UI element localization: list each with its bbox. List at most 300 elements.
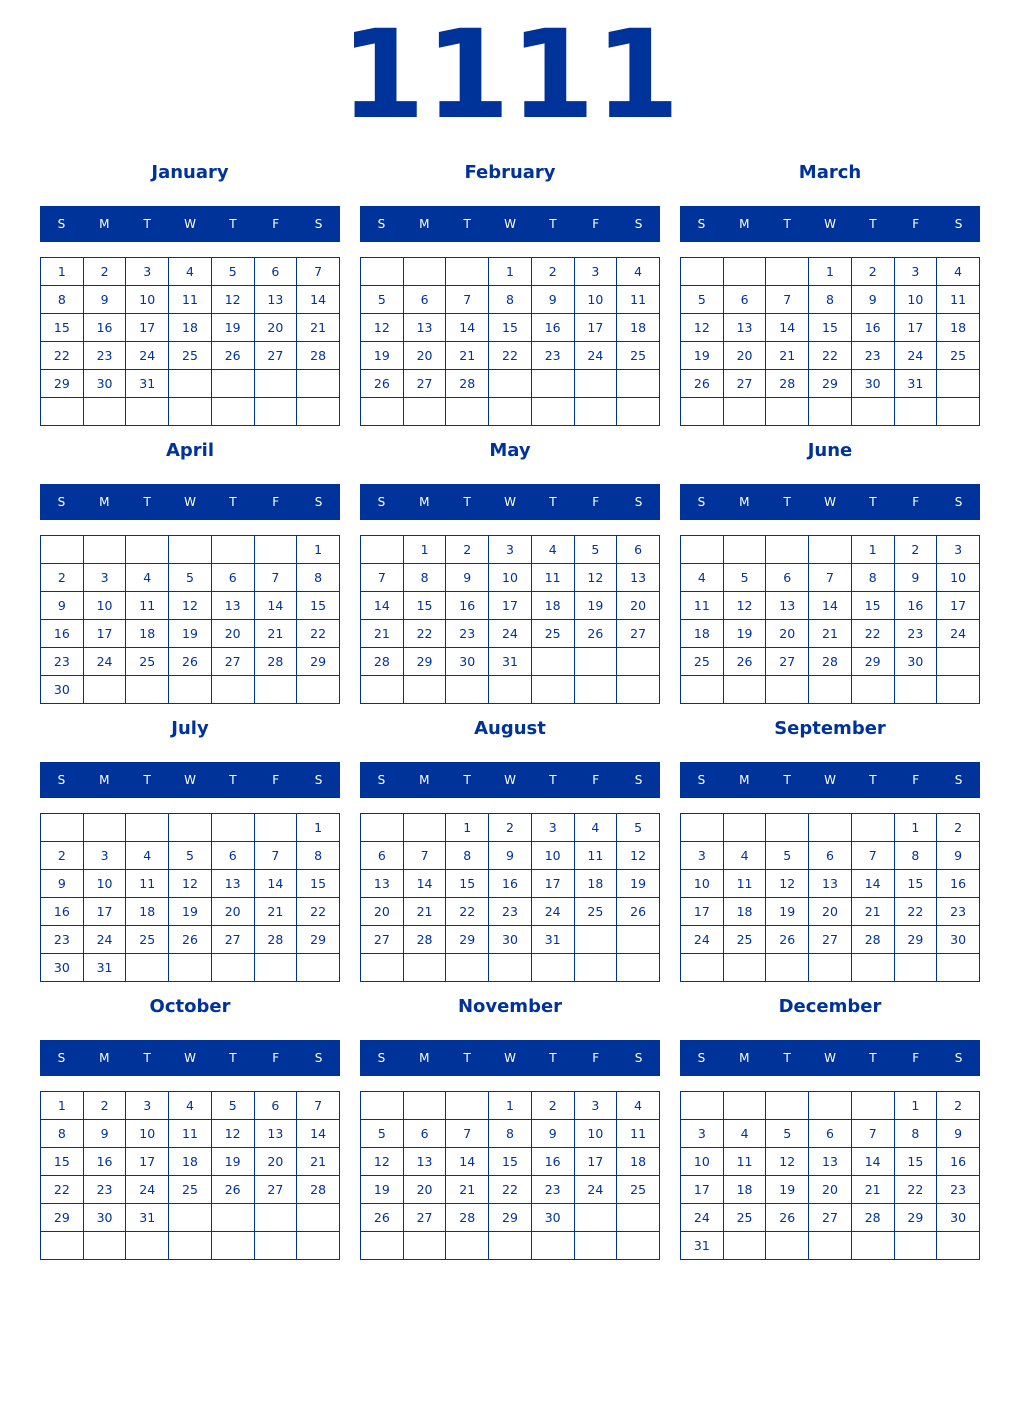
week-row <box>41 676 340 704</box>
weekday-header-row <box>360 206 660 242</box>
day-cell: 21 <box>446 342 489 370</box>
day-cell: 20 <box>361 898 404 926</box>
day-cell: 19 <box>766 898 809 926</box>
empty-day-cell <box>403 954 446 982</box>
day-cell: 17 <box>894 314 937 342</box>
empty-day-cell <box>937 648 980 676</box>
day-cell: 6 <box>254 1092 297 1120</box>
day-cell: 27 <box>254 1176 297 1204</box>
day-cell: 19 <box>723 620 766 648</box>
day-cell: 18 <box>617 1148 660 1176</box>
weekday-header: F <box>592 1051 600 1065</box>
week-row <box>681 258 980 286</box>
weekday-header: S <box>377 217 386 231</box>
day-cell: 31 <box>894 370 937 398</box>
day-cell: 19 <box>169 620 212 648</box>
empty-day-cell <box>254 398 297 426</box>
day-cell: 21 <box>809 620 852 648</box>
empty-day-cell <box>766 814 809 842</box>
day-cell: 7 <box>254 842 297 870</box>
empty-day-cell <box>169 814 212 842</box>
day-cell: 28 <box>766 370 809 398</box>
weekday-header: T <box>869 1051 877 1065</box>
empty-day-cell <box>766 258 809 286</box>
day-cell: 4 <box>531 536 574 564</box>
weekday-header: W <box>824 495 836 509</box>
empty-day-cell <box>894 1232 937 1260</box>
weekday-header: T <box>549 217 557 231</box>
empty-day-cell <box>403 814 446 842</box>
empty-day-cell <box>809 536 852 564</box>
day-cell: 1 <box>297 536 340 564</box>
day-cell: 11 <box>531 564 574 592</box>
day-cell: 15 <box>41 314 84 342</box>
day-cell: 22 <box>297 898 340 926</box>
week-row <box>41 1176 340 1204</box>
weekday-header: S <box>314 495 323 509</box>
empty-day-cell <box>211 398 254 426</box>
week-row <box>41 620 340 648</box>
day-cell: 26 <box>681 370 724 398</box>
day-cell: 27 <box>723 370 766 398</box>
day-cell: 5 <box>361 286 404 314</box>
day-cell: 10 <box>894 286 937 314</box>
day-cell: 23 <box>894 620 937 648</box>
day-cell: 15 <box>851 592 894 620</box>
day-cell: 24 <box>681 1204 724 1232</box>
empty-day-cell <box>297 398 340 426</box>
weekday-header: S <box>314 1051 323 1065</box>
weekday-header-row <box>680 206 980 242</box>
month-name: September <box>774 718 886 739</box>
day-cell: 13 <box>766 592 809 620</box>
weekday-header: S <box>634 773 643 787</box>
empty-day-cell <box>723 676 766 704</box>
day-cell: 14 <box>851 870 894 898</box>
day-cell: 14 <box>254 870 297 898</box>
day-cell: 7 <box>361 564 404 592</box>
empty-day-cell <box>126 536 169 564</box>
day-cell: 3 <box>489 536 532 564</box>
day-cell: 3 <box>126 258 169 286</box>
week-row <box>681 954 980 982</box>
day-cell: 5 <box>169 564 212 592</box>
day-cell: 6 <box>809 1120 852 1148</box>
day-cell: 12 <box>361 314 404 342</box>
day-cell: 2 <box>83 1092 126 1120</box>
empty-day-cell <box>809 814 852 842</box>
day-cell: 6 <box>403 286 446 314</box>
day-cell: 23 <box>83 1176 126 1204</box>
day-cell: 24 <box>574 1176 617 1204</box>
day-cell: 29 <box>41 1204 84 1232</box>
day-cell: 6 <box>766 564 809 592</box>
day-cell: 16 <box>489 870 532 898</box>
day-cell: 16 <box>83 1148 126 1176</box>
day-cell: 2 <box>41 842 84 870</box>
day-cell: 4 <box>169 1092 212 1120</box>
day-cell: 14 <box>766 314 809 342</box>
day-cell: 21 <box>403 898 446 926</box>
weekday-header: T <box>869 773 877 787</box>
week-row <box>41 842 340 870</box>
empty-day-cell <box>531 1232 574 1260</box>
day-cell: 17 <box>126 314 169 342</box>
day-cell: 4 <box>126 842 169 870</box>
empty-day-cell <box>297 954 340 982</box>
day-cell: 12 <box>617 842 660 870</box>
empty-day-cell <box>617 370 660 398</box>
day-cell: 12 <box>766 1148 809 1176</box>
day-cell: 20 <box>617 592 660 620</box>
empty-day-cell <box>83 536 126 564</box>
week-row <box>681 898 980 926</box>
empty-day-cell <box>403 398 446 426</box>
weekday-header-row <box>680 484 980 520</box>
day-cell: 19 <box>361 1176 404 1204</box>
weekday-header: S <box>697 217 706 231</box>
week-row <box>361 648 660 676</box>
day-cell: 30 <box>41 954 84 982</box>
day-cell: 9 <box>531 286 574 314</box>
day-cell: 20 <box>809 898 852 926</box>
day-cell: 7 <box>297 258 340 286</box>
day-cell: 26 <box>169 648 212 676</box>
weekday-header: M <box>739 217 750 231</box>
day-cell: 29 <box>809 370 852 398</box>
day-cell: 30 <box>937 1204 980 1232</box>
empty-day-cell <box>851 814 894 842</box>
empty-day-cell <box>681 536 724 564</box>
day-cell: 27 <box>617 620 660 648</box>
weekday-header: W <box>504 217 516 231</box>
weekday-header: S <box>954 773 963 787</box>
day-cell: 15 <box>489 314 532 342</box>
day-cell: 25 <box>617 342 660 370</box>
weekday-header: S <box>377 1051 386 1065</box>
week-row <box>41 870 340 898</box>
empty-day-cell <box>297 676 340 704</box>
empty-day-cell <box>254 536 297 564</box>
empty-day-cell <box>361 676 404 704</box>
day-cell: 25 <box>126 648 169 676</box>
month-name: March <box>798 162 862 183</box>
day-cell: 30 <box>41 676 84 704</box>
empty-day-cell <box>617 954 660 982</box>
day-cell: 12 <box>169 592 212 620</box>
day-cell: 13 <box>809 1148 852 1176</box>
day-cell: 25 <box>723 926 766 954</box>
empty-day-cell <box>361 814 404 842</box>
empty-day-cell <box>681 676 724 704</box>
weekday-header: S <box>314 217 323 231</box>
empty-day-cell <box>361 954 404 982</box>
weekday-header: S <box>697 773 706 787</box>
day-cell: 20 <box>211 620 254 648</box>
day-cell: 5 <box>361 1120 404 1148</box>
day-cell: 6 <box>723 286 766 314</box>
day-cell: 17 <box>681 1176 724 1204</box>
empty-day-cell <box>894 954 937 982</box>
day-cell: 11 <box>723 870 766 898</box>
day-cell: 17 <box>937 592 980 620</box>
day-cell: 16 <box>446 592 489 620</box>
day-cell: 18 <box>126 620 169 648</box>
year-title: 1111 <box>340 4 680 146</box>
empty-day-cell <box>937 1232 980 1260</box>
day-cell: 19 <box>169 898 212 926</box>
day-cell: 2 <box>937 1092 980 1120</box>
day-cell: 29 <box>489 1204 532 1232</box>
empty-day-cell <box>446 1092 489 1120</box>
day-cell: 22 <box>403 620 446 648</box>
empty-day-cell <box>617 676 660 704</box>
day-cell: 11 <box>169 1120 212 1148</box>
day-cell: 7 <box>403 842 446 870</box>
day-cell: 11 <box>574 842 617 870</box>
weekday-header: W <box>184 217 196 231</box>
day-cell: 15 <box>297 592 340 620</box>
day-cell: 31 <box>681 1232 724 1260</box>
day-cell: 11 <box>681 592 724 620</box>
day-cell: 5 <box>211 1092 254 1120</box>
day-cell: 5 <box>617 814 660 842</box>
empty-day-cell <box>574 926 617 954</box>
day-cell: 24 <box>937 620 980 648</box>
weekday-header: S <box>634 495 643 509</box>
day-cell: 28 <box>446 1204 489 1232</box>
weekday-header: T <box>783 217 791 231</box>
day-cell: 13 <box>361 870 404 898</box>
day-cell: 1 <box>894 1092 937 1120</box>
day-cell: 10 <box>126 286 169 314</box>
day-cell: 28 <box>254 926 297 954</box>
week-row <box>361 676 660 704</box>
day-cell: 2 <box>446 536 489 564</box>
weekday-header-row <box>40 484 340 520</box>
empty-day-cell <box>83 814 126 842</box>
day-cell: 1 <box>894 814 937 842</box>
weekday-header: M <box>419 217 430 231</box>
day-cell: 29 <box>403 648 446 676</box>
day-cell: 28 <box>254 648 297 676</box>
weekday-header: S <box>954 217 963 231</box>
day-cell: 29 <box>894 926 937 954</box>
weekday-header: W <box>504 495 516 509</box>
empty-day-cell <box>723 258 766 286</box>
day-cell: 29 <box>41 370 84 398</box>
day-cell: 3 <box>531 814 574 842</box>
empty-day-cell <box>489 676 532 704</box>
day-cell: 23 <box>851 342 894 370</box>
day-cell: 14 <box>297 286 340 314</box>
day-cell: 21 <box>297 1148 340 1176</box>
day-cell: 24 <box>681 926 724 954</box>
day-cell: 26 <box>361 1204 404 1232</box>
day-cell: 26 <box>211 342 254 370</box>
day-cell: 1 <box>446 814 489 842</box>
day-cell: 9 <box>531 1120 574 1148</box>
week-row <box>681 814 980 842</box>
weekday-header: W <box>824 1051 836 1065</box>
day-cell: 19 <box>361 342 404 370</box>
day-cell: 21 <box>297 314 340 342</box>
empty-day-cell <box>254 676 297 704</box>
day-cell: 10 <box>83 870 126 898</box>
day-cell: 22 <box>894 1176 937 1204</box>
empty-day-cell <box>531 676 574 704</box>
weekday-header: S <box>377 495 386 509</box>
week-row <box>361 370 660 398</box>
month-name: October <box>149 996 231 1017</box>
day-cell: 22 <box>851 620 894 648</box>
empty-day-cell <box>681 814 724 842</box>
day-cell: 23 <box>489 898 532 926</box>
empty-day-cell <box>851 954 894 982</box>
empty-day-cell <box>254 954 297 982</box>
day-cell: 15 <box>403 592 446 620</box>
month-name: April <box>165 440 215 461</box>
weekday-header: T <box>143 495 151 509</box>
day-cell: 23 <box>41 648 84 676</box>
day-cell: 19 <box>211 314 254 342</box>
day-cell: 3 <box>681 842 724 870</box>
weekday-header-row <box>680 762 980 798</box>
empty-day-cell <box>766 398 809 426</box>
empty-day-cell <box>446 258 489 286</box>
day-cell: 2 <box>531 1092 574 1120</box>
day-cell: 8 <box>297 842 340 870</box>
empty-day-cell <box>574 370 617 398</box>
week-row <box>41 314 340 342</box>
day-cell: 2 <box>851 258 894 286</box>
day-cell: 17 <box>574 314 617 342</box>
day-cell: 23 <box>531 1176 574 1204</box>
week-row <box>41 258 340 286</box>
weekday-header: T <box>549 773 557 787</box>
day-cell: 2 <box>937 814 980 842</box>
weekday-header: M <box>99 1051 110 1065</box>
day-cell: 18 <box>169 314 212 342</box>
day-cell: 13 <box>211 592 254 620</box>
day-cell: 5 <box>766 1120 809 1148</box>
weekday-header: T <box>869 495 877 509</box>
day-cell: 2 <box>83 258 126 286</box>
week-row <box>41 564 340 592</box>
day-cell: 25 <box>126 926 169 954</box>
week-row <box>681 564 980 592</box>
day-cell: 15 <box>809 314 852 342</box>
empty-day-cell <box>126 676 169 704</box>
day-cell: 3 <box>83 564 126 592</box>
day-cell: 1 <box>809 258 852 286</box>
day-cell: 11 <box>126 592 169 620</box>
day-cell: 20 <box>254 1148 297 1176</box>
day-cell: 3 <box>126 1092 169 1120</box>
weekday-header: M <box>419 495 430 509</box>
day-cell: 15 <box>894 870 937 898</box>
week-row <box>681 842 980 870</box>
week-row <box>41 370 340 398</box>
day-cell: 30 <box>531 1204 574 1232</box>
empty-day-cell <box>403 258 446 286</box>
day-cell: 10 <box>126 1120 169 1148</box>
day-cell: 22 <box>41 1176 84 1204</box>
day-cell: 27 <box>403 370 446 398</box>
month-name: May <box>489 440 531 461</box>
empty-day-cell <box>361 1092 404 1120</box>
day-cell: 7 <box>446 1120 489 1148</box>
day-cell: 20 <box>723 342 766 370</box>
day-cell: 25 <box>617 1176 660 1204</box>
week-row <box>681 1176 980 1204</box>
empty-day-cell <box>446 676 489 704</box>
empty-day-cell <box>489 1232 532 1260</box>
empty-day-cell <box>574 1232 617 1260</box>
day-grid <box>40 813 340 982</box>
week-row <box>361 536 660 564</box>
day-cell: 3 <box>574 1092 617 1120</box>
day-cell: 14 <box>446 314 489 342</box>
day-grid <box>680 257 980 426</box>
day-cell: 22 <box>297 620 340 648</box>
month-name: June <box>807 440 853 461</box>
day-cell: 1 <box>489 1092 532 1120</box>
day-cell: 19 <box>766 1176 809 1204</box>
weekday-header: S <box>57 773 66 787</box>
empty-day-cell <box>937 398 980 426</box>
weekday-header: M <box>99 217 110 231</box>
day-cell: 13 <box>809 870 852 898</box>
empty-day-cell <box>169 398 212 426</box>
day-cell: 21 <box>446 1176 489 1204</box>
day-cell: 4 <box>681 564 724 592</box>
empty-day-cell <box>403 1092 446 1120</box>
day-cell: 29 <box>446 926 489 954</box>
empty-day-cell <box>766 536 809 564</box>
week-row <box>41 1120 340 1148</box>
week-row <box>361 898 660 926</box>
day-cell: 24 <box>894 342 937 370</box>
weekday-header: T <box>549 1051 557 1065</box>
empty-day-cell <box>574 676 617 704</box>
empty-day-cell <box>531 954 574 982</box>
day-cell: 5 <box>723 564 766 592</box>
empty-day-cell <box>766 676 809 704</box>
empty-day-cell <box>809 1232 852 1260</box>
day-cell: 2 <box>41 564 84 592</box>
day-cell: 23 <box>937 898 980 926</box>
day-cell: 27 <box>809 926 852 954</box>
day-cell: 21 <box>766 342 809 370</box>
week-row <box>41 648 340 676</box>
empty-day-cell <box>851 676 894 704</box>
day-cell: 28 <box>361 648 404 676</box>
weekday-header: T <box>783 495 791 509</box>
weekday-header: W <box>184 773 196 787</box>
weekday-header: W <box>504 1051 516 1065</box>
day-cell: 17 <box>681 898 724 926</box>
weekday-header-row <box>40 1040 340 1076</box>
empty-day-cell <box>403 1232 446 1260</box>
day-cell: 9 <box>41 592 84 620</box>
day-cell: 7 <box>851 1120 894 1148</box>
empty-day-cell <box>723 398 766 426</box>
empty-day-cell <box>851 398 894 426</box>
day-cell: 16 <box>937 870 980 898</box>
week-row <box>41 926 340 954</box>
weekday-header: T <box>143 1051 151 1065</box>
